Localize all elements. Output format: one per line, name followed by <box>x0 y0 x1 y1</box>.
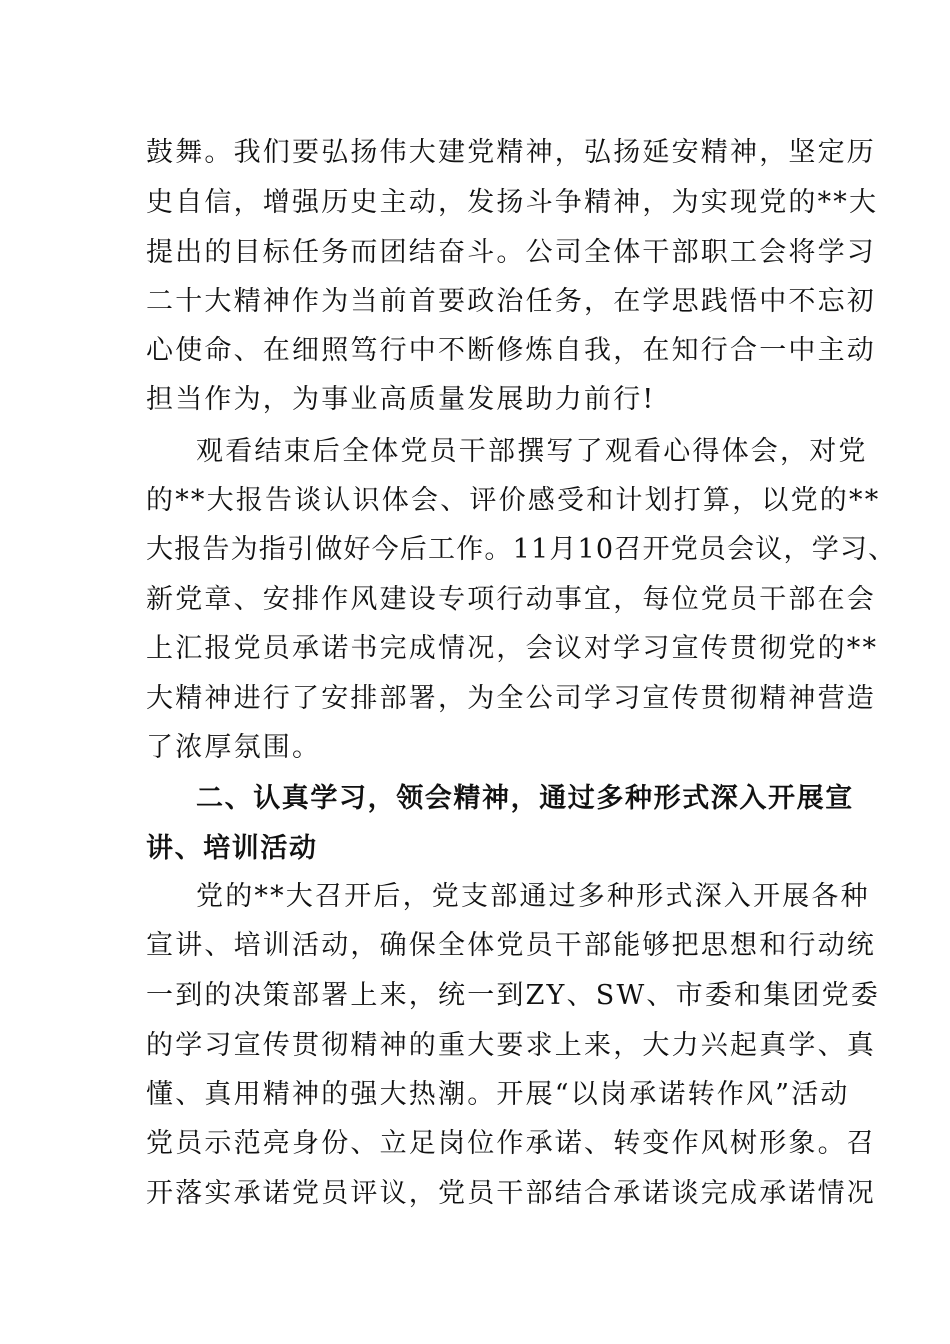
text-line: 懂、真用精神的强大热潮。开展“以岗承诺转作风”活动 <box>146 1079 850 1110</box>
paragraph-first-line: 党的**大召开后，党支部通过多种形式深入开展各种 <box>196 881 870 912</box>
text-line: 提出的目标任务而团结奋斗。公司全体干部职工会将学习 <box>146 237 876 268</box>
text-line: 的**大报告谈认识体会、评价感受和计划打算，以党的** <box>146 485 881 516</box>
text-line: 担当作为，为事业高质量发展助力前行! <box>146 384 656 415</box>
text-line: 大精神进行了安排部署，为全公司学习宣传贯彻精神营造 <box>146 683 876 714</box>
text-line: 大报告为指引做好今后工作。11月10召开党员会议，学习、 <box>146 534 897 565</box>
section-heading: 二、认真学习，领会精神，通过多种形式深入开展宣 <box>196 783 854 814</box>
text-line: 新党章、安排作风建设专项行动事宜，每位党员干部在会 <box>146 584 876 615</box>
text-line: 二十大精神作为当前首要政治任务，在学思践悟中不忘初 <box>146 286 876 317</box>
text-line: 了浓厚氛围。 <box>146 732 322 763</box>
text-line: 史自信，增强历史主动，发扬斗争精神，为实现党的**大 <box>146 187 879 218</box>
text-line: 上汇报党员承诺书完成情况，会议对学习宣传贯彻党的** <box>146 633 879 664</box>
text-line: 开落实承诺党员评议，党员干部结合承诺谈完成承诺情况 <box>146 1178 876 1209</box>
text-line: 鼓舞。我们要弘扬伟大建党精神，弘扬延安精神，坚定历 <box>146 137 876 168</box>
text-line: 党员示范亮身份、立足岗位作承诺、转变作风树形象。召 <box>146 1128 876 1159</box>
text-line: 一到的决策部署上来，统一到ZY、SW、市委和集团党委 <box>146 980 881 1011</box>
text-line: 的学习宣传贯彻精神的重大要求上来，大力兴起真学、真 <box>146 1030 876 1061</box>
paragraph-first-line: 观看结束后全体党员干部撰写了观看心得体会，对党 <box>196 436 868 467</box>
text-line: 心使命、在细照笃行中不断修炼自我，在知行合一中主动 <box>146 335 876 366</box>
text-line: 宣讲、培训活动，确保全体党员干部能够把思想和行动统 <box>146 930 876 961</box>
section-heading-continued: 讲、培训活动 <box>146 833 318 864</box>
